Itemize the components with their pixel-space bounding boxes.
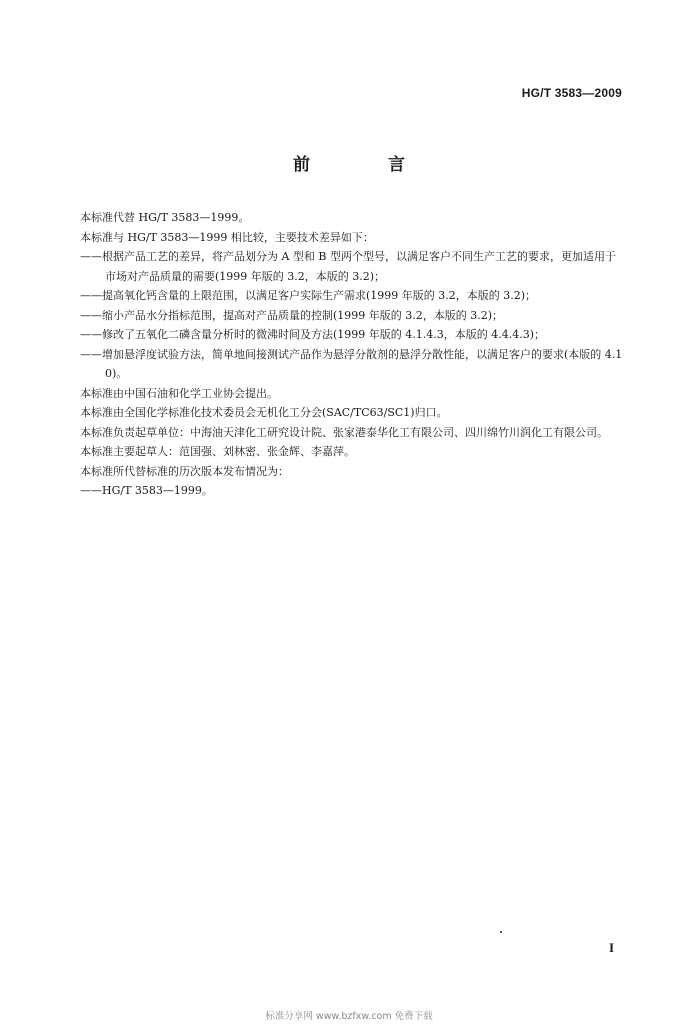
paragraph-comparison-intro: 本标准与 HG/T 3583—1999 相比较，主要技术差异如下：: [80, 230, 374, 244]
foreword-body: [80, 208, 625, 501]
paragraph-proposer: 本标准由中国石油和化学工业协会提出。: [80, 386, 278, 400]
list-item-change-2: ——提高氧化钙含量的上限范围，以满足客户实际生产需求(1999 年版的 3.2，本版的 3.2)；: [80, 289, 537, 302]
page-title: 前 言: [293, 155, 441, 175]
watermark: 标准分享网 www.bzfxw.com 免费下载: [265, 1011, 433, 1022]
paragraph-administrator: 本标准由全国化学标准化技术委员会无机化工分会(SAC/TC63/SC1)归口。: [80, 406, 448, 419]
list-item-change-5: ——增加悬浮度试验方法，简单地间接测试产品作为悬浮分散剂的悬浮分散性能，以满足客户的要求(本版的 4.10)。: [80, 347, 623, 380]
paragraph-history-intro: 本标准所代替标准的历次版本发布情况为：: [80, 464, 289, 478]
list-item-history-1: ——HG/T 3583—1999。: [80, 484, 213, 497]
list-item-change-3: ——缩小产品水分指标范围，提高对产品质量的控制(1999 年版的 3.2，本版的 3.2)；: [80, 308, 504, 322]
page-number: I: [608, 940, 614, 955]
standard-code: HG/T 3583—2009: [521, 86, 622, 100]
paragraph-drafting-units: 本标准负责起草单位：中海油天津化工研究设计院、张家港泰华化工有限公司、四川绵竹川润化工有限公司。: [80, 425, 608, 439]
paragraph-replaces: 本标准代替 HG/T 3583—1999。: [80, 211, 250, 224]
list-item-change-1: ——根据产品工艺的差异，将产品划分为 A 型和 B 型两个型号，以满足客户不同生产工艺的要求，更加适用于市场对产品质量的需要(1999 年版的 3.2，本版的 3.2)；: [80, 250, 617, 283]
paragraph-drafters: 本标准主要起草人：范国强、刘林密、张金辉、李嘉萍。: [80, 445, 355, 458]
list-item-change-4: ——修改了五氧化二磷含量分析时的微沸时间及方法(1999 年版的 4.1.4.3，本版的 4.4.4.3)；: [80, 328, 546, 341]
scan-speck: [500, 931, 502, 933]
